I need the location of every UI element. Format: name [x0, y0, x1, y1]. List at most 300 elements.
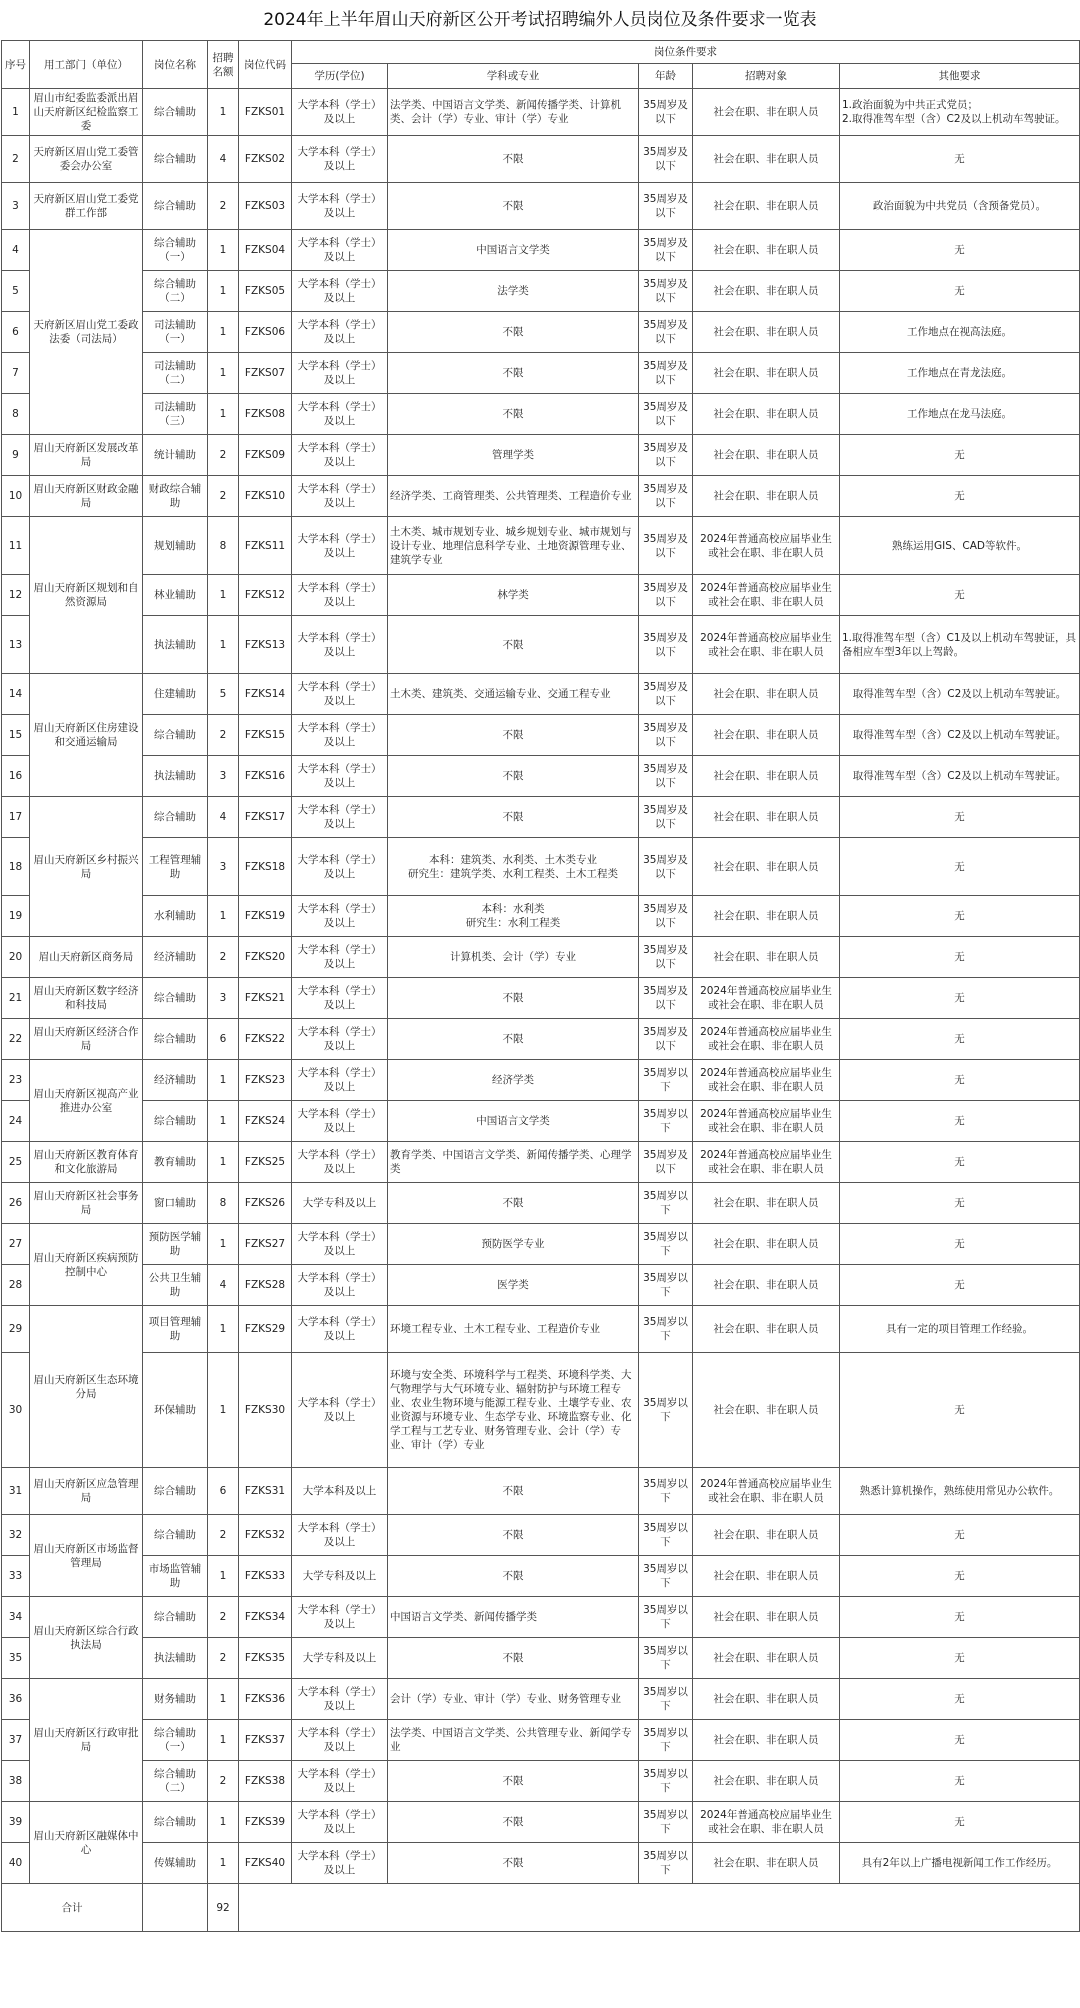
cell-pos: 综合辅助 [143, 1515, 208, 1556]
cell-count: 2 [208, 1638, 239, 1679]
cell-target: 社会在职、非在职人员 [693, 1306, 840, 1353]
cell-code: FZKS18 [239, 838, 292, 896]
cell-other: 无 [840, 1679, 1080, 1720]
cell-pos: 财务辅助 [143, 1679, 208, 1720]
cell-seq: 15 [2, 715, 30, 756]
cell-other: 无 [840, 230, 1080, 271]
cell-other: 熟悉计算机操作，熟练使用常见办公软件。 [840, 1468, 1080, 1515]
cell-seq: 28 [2, 1265, 30, 1306]
header-pos: 岗位名称 [143, 41, 208, 89]
cell-seq: 37 [2, 1720, 30, 1761]
table-row [2, 1183, 1080, 1224]
cell-pos: 水利辅助 [143, 896, 208, 937]
cell-pos: 项目管理辅助 [143, 1306, 208, 1353]
cell-edu: 大学本科（学士）及以上 [292, 797, 388, 838]
cell-pos: 综合辅助 [143, 715, 208, 756]
cell-other: 无 [840, 978, 1080, 1019]
cell-target: 社会在职、非在职人员 [693, 937, 840, 978]
cell-age: 35周岁及以下 [639, 1142, 693, 1183]
cell-target: 社会在职、非在职人员 [693, 1515, 840, 1556]
cell-other: 无 [840, 136, 1080, 183]
header-row [2, 41, 1080, 64]
table-row [2, 575, 1080, 616]
cell-other: 无 [840, 1183, 1080, 1224]
table-row [2, 312, 1080, 353]
cell-pos: 综合辅助 [143, 136, 208, 183]
cell-dept: 眉山天府新区乡村振兴局 [30, 797, 143, 937]
cell-pos: 经济辅助 [143, 937, 208, 978]
cell-target: 社会在职、非在职人员 [693, 476, 840, 517]
cell-edu: 大学本科（学士）及以上 [292, 575, 388, 616]
table-row [2, 1019, 1080, 1060]
cell-edu: 大学本科（学士）及以上 [292, 89, 388, 136]
cell-pos: 司法辅助（三） [143, 394, 208, 435]
cell-count: 6 [208, 1019, 239, 1060]
cell-seq: 35 [2, 1638, 30, 1679]
cell-major: 不限 [388, 394, 639, 435]
total-row [2, 1884, 1080, 1932]
cell-major: 管理学类 [388, 435, 639, 476]
table-row [2, 1761, 1080, 1802]
cell-major: 不限 [388, 1843, 639, 1884]
cell-code: FZKS14 [239, 674, 292, 715]
cell-target: 社会在职、非在职人员 [693, 1265, 840, 1306]
cell-major: 不限 [388, 1556, 639, 1597]
cell-pos: 传媒辅助 [143, 1843, 208, 1884]
header-dept: 用工部门（单位） [30, 41, 143, 89]
cell-target: 2024年普通高校应届毕业生或社会在职、非在职人员 [693, 1101, 840, 1142]
cell-major: 不限 [388, 1638, 639, 1679]
cell-major: 不限 [388, 756, 639, 797]
cell-count: 1 [208, 230, 239, 271]
header-seq: 序号 [2, 41, 30, 89]
cell-pos: 综合辅助（二） [143, 1761, 208, 1802]
cell-seq: 14 [2, 674, 30, 715]
cell-count: 2 [208, 1515, 239, 1556]
table-row [2, 1802, 1080, 1843]
cell-major: 土木类、建筑类、交通运输专业、交通工程专业 [388, 674, 639, 715]
cell-seq: 36 [2, 1679, 30, 1720]
table-row [2, 435, 1080, 476]
total-label: 合计 [2, 1884, 143, 1932]
cell-edu: 大学本科（学士）及以上 [292, 394, 388, 435]
cell-target: 社会在职、非在职人员 [693, 1183, 840, 1224]
cell-age: 35周岁以下 [639, 1265, 693, 1306]
cell-edu: 大学本科（学士）及以上 [292, 1843, 388, 1884]
cell-age: 35周岁及以下 [639, 715, 693, 756]
cell-other: 无 [840, 271, 1080, 312]
cell-target: 社会在职、非在职人员 [693, 435, 840, 476]
cell-code: FZKS37 [239, 1720, 292, 1761]
cell-count: 2 [208, 1761, 239, 1802]
cell-major: 经济学类 [388, 1060, 639, 1101]
cell-seq: 34 [2, 1597, 30, 1638]
cell-age: 35周岁及以下 [639, 937, 693, 978]
cell-seq: 39 [2, 1802, 30, 1843]
cell-age: 35周岁以下 [639, 1468, 693, 1515]
cell-dept: 眉山天府新区疾病预防控制中心 [30, 1224, 143, 1306]
cell-age: 35周岁及以下 [639, 978, 693, 1019]
cell-dept: 眉山天府新区经济合作局 [30, 1019, 143, 1060]
cell-pos: 综合辅助 [143, 89, 208, 136]
cell-target: 2024年普通高校应届毕业生或社会在职、非在职人员 [693, 616, 840, 674]
cell-edu: 大学本科（学士）及以上 [292, 616, 388, 674]
table-row [2, 937, 1080, 978]
cell-age: 35周岁及以下 [639, 435, 693, 476]
cell-other: 无 [840, 937, 1080, 978]
cell-code: FZKS28 [239, 1265, 292, 1306]
cell-count: 1 [208, 1142, 239, 1183]
header-age: 年龄 [639, 64, 693, 89]
cell-seq: 10 [2, 476, 30, 517]
cell-age: 35周岁及以下 [639, 230, 693, 271]
cell-major: 环境与安全类、环境科学与工程类、环境科学类、大气物理学与大气环境专业、辐射防护与环境工程专业、农业生物环境与能源工程专业、土壤学专业、农业资源与环境专业、生态学专业、环境监察专业、化学工程与工艺专业、财务管理专业、会计（学）专业、审计（学）专业 [388, 1353, 639, 1468]
cell-pos: 环保辅助 [143, 1353, 208, 1468]
header-edu: 学历(学位) [292, 64, 388, 89]
cell-target: 2024年普通高校应届毕业生或社会在职、非在职人员 [693, 1142, 840, 1183]
cell-code: FZKS21 [239, 978, 292, 1019]
cell-dept: 眉山天府新区生态环境分局 [30, 1306, 143, 1468]
cell-edu: 大学本科（学士）及以上 [292, 1306, 388, 1353]
table-row [2, 715, 1080, 756]
cell-seq: 25 [2, 1142, 30, 1183]
cell-major: 土木类、城市规划专业、城乡规划专业、城市规划与设计专业、地理信息科学专业、土地资源管理专业、建筑学专业 [388, 517, 639, 575]
cell-code: FZKS01 [239, 89, 292, 136]
cell-other: 取得准驾车型（含）C2及以上机动车驾驶证。 [840, 715, 1080, 756]
cell-age: 35周岁以下 [639, 1101, 693, 1142]
cell-seq: 2 [2, 136, 30, 183]
cell-target: 社会在职、非在职人员 [693, 838, 840, 896]
cell-major: 不限 [388, 1019, 639, 1060]
cell-other: 无 [840, 1556, 1080, 1597]
cell-major: 本科：水利类 研究生：水利工程类 [388, 896, 639, 937]
cell-edu: 大学本科（学士）及以上 [292, 1720, 388, 1761]
cell-edu: 大学本科（学士）及以上 [292, 1761, 388, 1802]
cell-target: 2024年普通高校应届毕业生或社会在职、非在职人员 [693, 517, 840, 575]
table-row [2, 756, 1080, 797]
cell-code: FZKS10 [239, 476, 292, 517]
cell-major: 预防医学专业 [388, 1224, 639, 1265]
table-row [2, 1142, 1080, 1183]
table-row [2, 1265, 1080, 1306]
cell-target: 社会在职、非在职人员 [693, 271, 840, 312]
cell-other: 无 [840, 1515, 1080, 1556]
cell-code: FZKS06 [239, 312, 292, 353]
cell-target: 社会在职、非在职人员 [693, 230, 840, 271]
cell-edu: 大学本科（学士）及以上 [292, 183, 388, 230]
cell-count: 3 [208, 838, 239, 896]
cell-code: FZKS11 [239, 517, 292, 575]
cell-age: 35周岁以下 [639, 1515, 693, 1556]
cell-major: 教育学类、中国语言文学类、新闻传播学类、心理学类 [388, 1142, 639, 1183]
cell-seq: 24 [2, 1101, 30, 1142]
cell-count: 1 [208, 616, 239, 674]
cell-other: 无 [840, 1761, 1080, 1802]
cell-pos: 工程管理辅助 [143, 838, 208, 896]
cell-target: 社会在职、非在职人员 [693, 1224, 840, 1265]
cell-edu: 大学本科（学士）及以上 [292, 715, 388, 756]
cell-edu: 大学本科（学士）及以上 [292, 353, 388, 394]
cell-edu: 大学专科及以上 [292, 1556, 388, 1597]
cell-seq: 22 [2, 1019, 30, 1060]
cell-target: 社会在职、非在职人员 [693, 674, 840, 715]
header-other: 其他要求 [840, 64, 1080, 89]
cell-count: 3 [208, 978, 239, 1019]
header-code: 岗位代码 [239, 41, 292, 89]
cell-target: 社会在职、非在职人员 [693, 1638, 840, 1679]
cell-other: 无 [840, 1101, 1080, 1142]
cell-code: FZKS19 [239, 896, 292, 937]
cell-code: FZKS08 [239, 394, 292, 435]
cell-count: 6 [208, 1468, 239, 1515]
cell-edu: 大学本科（学士）及以上 [292, 1142, 388, 1183]
cell-edu: 大学本科（学士）及以上 [292, 1353, 388, 1468]
cell-age: 35周岁及以下 [639, 271, 693, 312]
cell-code: FZKS15 [239, 715, 292, 756]
cell-count: 1 [208, 1101, 239, 1142]
cell-age: 35周岁及以下 [639, 136, 693, 183]
cell-seq: 27 [2, 1224, 30, 1265]
cell-code: FZKS16 [239, 756, 292, 797]
cell-edu: 大学本科（学士）及以上 [292, 937, 388, 978]
cell-code: FZKS24 [239, 1101, 292, 1142]
table-row [2, 183, 1080, 230]
cell-seq: 4 [2, 230, 30, 271]
cell-age: 35周岁及以下 [639, 183, 693, 230]
cell-count: 5 [208, 674, 239, 715]
cell-age: 35周岁以下 [639, 1679, 693, 1720]
cell-pos: 公共卫生辅助 [143, 1265, 208, 1306]
cell-seq: 38 [2, 1761, 30, 1802]
cell-edu: 大学本科（学士）及以上 [292, 230, 388, 271]
cell-other: 具有2年以上广播电视新闻工作工作经历。 [840, 1843, 1080, 1884]
cell-major: 法学类、中国语言文学类、新闻传播学类、计算机类、会计（学）专业、审计（学）专业 [388, 89, 639, 136]
cell-pos: 综合辅助 [143, 1802, 208, 1843]
cell-other: 无 [840, 1019, 1080, 1060]
cell-pos: 窗口辅助 [143, 1183, 208, 1224]
cell-seq: 5 [2, 271, 30, 312]
cell-edu: 大学本科（学士）及以上 [292, 1224, 388, 1265]
cell-age: 35周岁及以下 [639, 1019, 693, 1060]
cell-count: 1 [208, 271, 239, 312]
cell-other: 无 [840, 1224, 1080, 1265]
table-row [2, 896, 1080, 937]
cell-count: 4 [208, 136, 239, 183]
cell-dept: 眉山天府新区数字经济和科技局 [30, 978, 143, 1019]
cell-code: FZKS39 [239, 1802, 292, 1843]
cell-dept: 眉山天府新区行政审批局 [30, 1679, 143, 1802]
cell-count: 1 [208, 353, 239, 394]
total-empty-pos [143, 1884, 208, 1932]
cell-code: FZKS26 [239, 1183, 292, 1224]
cell-age: 35周岁以下 [639, 1761, 693, 1802]
cell-age: 35周岁及以下 [639, 312, 693, 353]
cell-major: 不限 [388, 312, 639, 353]
cell-pos: 执法辅助 [143, 616, 208, 674]
cell-pos: 司法辅助（一） [143, 312, 208, 353]
cell-pos: 经济辅助 [143, 1060, 208, 1101]
cell-count: 2 [208, 1597, 239, 1638]
cell-edu: 大学本科（学士）及以上 [292, 896, 388, 937]
cell-seq: 12 [2, 575, 30, 616]
cell-major: 不限 [388, 1183, 639, 1224]
cell-count: 4 [208, 1265, 239, 1306]
cell-target: 社会在职、非在职人员 [693, 756, 840, 797]
cell-target: 2024年普通高校应届毕业生或社会在职、非在职人员 [693, 978, 840, 1019]
cell-other: 无 [840, 1597, 1080, 1638]
cell-count: 1 [208, 575, 239, 616]
cell-age: 35周岁以下 [639, 1183, 693, 1224]
total-count: 92 [208, 1884, 239, 1932]
cell-dept: 眉山天府新区发展改革局 [30, 435, 143, 476]
total-empty-rest [239, 1884, 1080, 1932]
cell-count: 1 [208, 394, 239, 435]
cell-edu: 大学本科（学士）及以上 [292, 838, 388, 896]
cell-age: 35周岁以下 [639, 1306, 693, 1353]
cell-code: FZKS23 [239, 1060, 292, 1101]
cell-count: 2 [208, 476, 239, 517]
cell-seq: 20 [2, 937, 30, 978]
cell-dept: 眉山天府新区商务局 [30, 937, 143, 978]
cell-edu: 大学本科（学士）及以上 [292, 1597, 388, 1638]
cell-other: 无 [840, 1353, 1080, 1468]
table-row [2, 353, 1080, 394]
cell-edu: 大学专科及以上 [292, 1183, 388, 1224]
cell-major: 中国语言文学类、新闻传播学类 [388, 1597, 639, 1638]
cell-pos: 综合辅助 [143, 978, 208, 1019]
cell-count: 4 [208, 797, 239, 838]
cell-count: 2 [208, 715, 239, 756]
cell-code: FZKS20 [239, 937, 292, 978]
cell-seq: 29 [2, 1306, 30, 1353]
table-row [2, 1843, 1080, 1884]
cell-pos: 教育辅助 [143, 1142, 208, 1183]
cell-pos: 住建辅助 [143, 674, 208, 715]
cell-seq: 11 [2, 517, 30, 575]
cell-count: 1 [208, 1224, 239, 1265]
cell-target: 社会在职、非在职人员 [693, 183, 840, 230]
cell-edu: 大学本科（学士）及以上 [292, 435, 388, 476]
table-row [2, 1679, 1080, 1720]
cell-pos: 预防医学辅助 [143, 1224, 208, 1265]
cell-seq: 16 [2, 756, 30, 797]
cell-pos: 综合辅助 [143, 1597, 208, 1638]
table-row [2, 1720, 1080, 1761]
cell-pos: 市场监管辅助 [143, 1556, 208, 1597]
cell-age: 35周岁及以下 [639, 394, 693, 435]
table-row [2, 1638, 1080, 1679]
cell-code: FZKS40 [239, 1843, 292, 1884]
cell-count: 1 [208, 1306, 239, 1353]
cell-seq: 6 [2, 312, 30, 353]
cell-seq: 17 [2, 797, 30, 838]
cell-major: 不限 [388, 1761, 639, 1802]
cell-dept: 天府新区眉山党工委政法委（司法局） [30, 230, 143, 435]
cell-edu: 大学本科（学士）及以上 [292, 517, 388, 575]
cell-code: FZKS27 [239, 1224, 292, 1265]
cell-seq: 1 [2, 89, 30, 136]
cell-count: 2 [208, 183, 239, 230]
cell-code: FZKS31 [239, 1468, 292, 1515]
cell-other: 工作地点在视高法庭。 [840, 312, 1080, 353]
table-row [2, 838, 1080, 896]
cell-major: 不限 [388, 1515, 639, 1556]
cell-pos: 财政综合辅助 [143, 476, 208, 517]
cell-count: 1 [208, 896, 239, 937]
cell-dept: 眉山天府新区教育体育和文化旅游局 [30, 1142, 143, 1183]
cell-major: 法学类、中国语言文学类、公共管理专业、新闻学专业 [388, 1720, 639, 1761]
cell-other: 无 [840, 476, 1080, 517]
cell-edu: 大学本科（学士）及以上 [292, 1802, 388, 1843]
cell-target: 2024年普通高校应届毕业生或社会在职、非在职人员 [693, 575, 840, 616]
cell-other: 工作地点在龙马法庭。 [840, 394, 1080, 435]
cell-count: 1 [208, 312, 239, 353]
cell-age: 35周岁以下 [639, 1224, 693, 1265]
cell-count: 1 [208, 1802, 239, 1843]
cell-seq: 26 [2, 1183, 30, 1224]
cell-target: 社会在职、非在职人员 [693, 136, 840, 183]
cell-age: 35周岁以下 [639, 1353, 693, 1468]
cell-seq: 23 [2, 1060, 30, 1101]
cell-other: 无 [840, 1802, 1080, 1843]
header-target: 招聘对象 [693, 64, 840, 89]
cell-other: 无 [840, 797, 1080, 838]
cell-other: 无 [840, 1638, 1080, 1679]
cell-pos: 执法辅助 [143, 756, 208, 797]
cell-edu: 大学本科（学士）及以上 [292, 1060, 388, 1101]
table-row [2, 230, 1080, 271]
table-row [2, 1515, 1080, 1556]
cell-major: 不限 [388, 1468, 639, 1515]
cell-dept: 眉山天府新区综合行政执法局 [30, 1597, 143, 1679]
cell-dept: 眉山天府新区视高产业推进办公室 [30, 1060, 143, 1142]
cell-age: 35周岁及以下 [639, 896, 693, 937]
cell-seq: 33 [2, 1556, 30, 1597]
cell-code: FZKS05 [239, 271, 292, 312]
table-row [2, 1224, 1080, 1265]
cell-count: 1 [208, 1060, 239, 1101]
cell-major: 不限 [388, 136, 639, 183]
cell-major: 会计（学）专业、审计（学）专业、财务管理专业 [388, 1679, 639, 1720]
cell-code: FZKS34 [239, 1597, 292, 1638]
cell-major: 法学类 [388, 271, 639, 312]
header-count: 招聘名额 [208, 41, 239, 89]
cell-age: 35周岁及以下 [639, 616, 693, 674]
cell-count: 1 [208, 1556, 239, 1597]
cell-pos: 综合辅助（一） [143, 1720, 208, 1761]
table-row [2, 1556, 1080, 1597]
cell-pos: 执法辅助 [143, 1638, 208, 1679]
cell-code: FZKS33 [239, 1556, 292, 1597]
cell-age: 35周岁以下 [639, 1060, 693, 1101]
cell-seq: 21 [2, 978, 30, 1019]
cell-target: 社会在职、非在职人员 [693, 1353, 840, 1468]
cell-edu: 大学本科（学士）及以上 [292, 1265, 388, 1306]
table-row [2, 1353, 1080, 1468]
cell-edu: 大学本科（学士）及以上 [292, 136, 388, 183]
cell-target: 2024年普通高校应届毕业生或社会在职、非在职人员 [693, 1802, 840, 1843]
cell-pos: 综合辅助（一） [143, 230, 208, 271]
cell-age: 35周岁及以下 [639, 575, 693, 616]
cell-dept: 眉山天府新区住房建设和交通运输局 [30, 674, 143, 797]
cell-target: 2024年普通高校应届毕业生或社会在职、非在职人员 [693, 1468, 840, 1515]
cell-code: FZKS12 [239, 575, 292, 616]
cell-edu: 大学专科及以上 [292, 1638, 388, 1679]
cell-code: FZKS32 [239, 1515, 292, 1556]
table-row [2, 394, 1080, 435]
cell-target: 社会在职、非在职人员 [693, 797, 840, 838]
cell-code: FZKS02 [239, 136, 292, 183]
